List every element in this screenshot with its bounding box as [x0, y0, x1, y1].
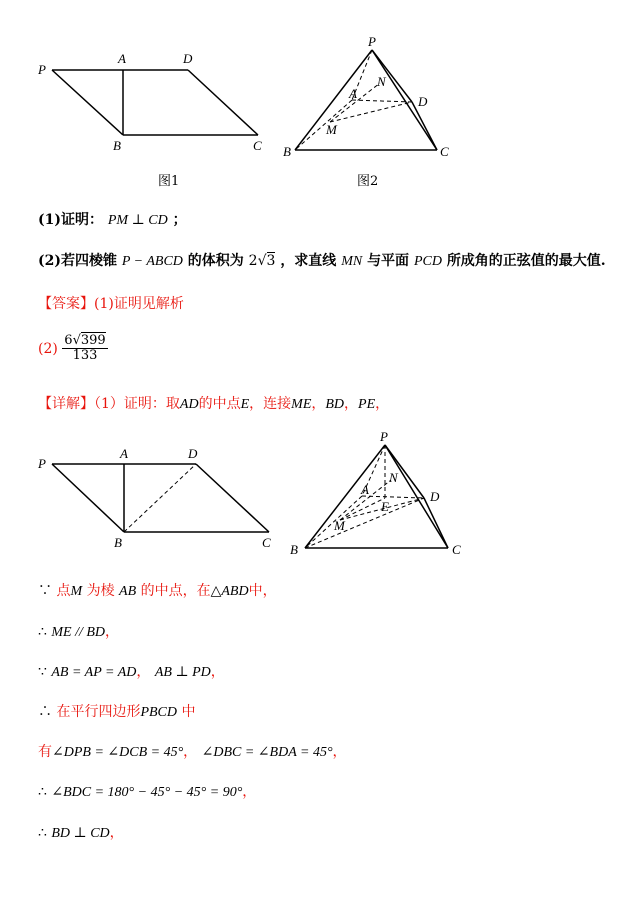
figure-3-dashed-BD — [124, 464, 196, 532]
question-part-2 — [38, 250, 606, 270]
step-4: ∴ 在平行四边形PBCD 中 — [38, 704, 196, 720]
fig2-label-C: C — [440, 144, 449, 159]
figure-1-lines — [52, 70, 258, 135]
fig4-label-N: N — [389, 470, 398, 485]
step-7: ∴ BD ⊥ CD， — [38, 825, 124, 841]
answer-fraction: $\frac{6√399}{133}$ — [64, 333, 106, 364]
q2-volume: 2√3 — [248, 253, 276, 269]
fig2-label-P: P — [368, 34, 376, 49]
fig2-label-N: N — [377, 74, 386, 89]
answer-part-2-prefix: (2) — [38, 340, 58, 357]
answer-title: 【答案】 — [38, 296, 94, 312]
fig3-label-C: C — [262, 535, 271, 550]
fig4-label-A: A — [361, 482, 369, 497]
figure-2-caption: 图2 — [357, 174, 379, 189]
fig1-label-C: C — [253, 138, 262, 153]
detail-intro: 【详解】（1）证明：取AD的中点E，连接ME，BD，PE， — [38, 396, 390, 412]
fig4-label-M: M — [334, 518, 345, 533]
figure-1-caption: 图1 — [158, 174, 180, 189]
step-3: ∵ AB = AP = AD， AB ⊥ PD， — [38, 664, 225, 680]
fig2-label-A: A — [349, 86, 357, 101]
fig4-label-E: E — [381, 499, 389, 514]
q1-expr: PM ⊥ CD — [107, 213, 168, 228]
fig3-label-P: P — [38, 456, 46, 471]
q2-line: MN — [341, 254, 363, 269]
step-2: ∴ ME // BD， — [38, 624, 120, 640]
fig1-label-A: A — [118, 51, 126, 66]
fig3-label-B: B — [114, 535, 122, 550]
detail-title: 【详解】 — [38, 396, 94, 412]
q2-mid3: 与平面 — [367, 253, 410, 269]
fig4-label-B: B — [290, 542, 298, 557]
step-6: ∴ ∠BDC = 180° − 45° − 45° = 90°， — [38, 784, 257, 800]
fig2-label-M: M — [326, 122, 337, 137]
question-part-1 — [38, 209, 187, 229]
fig4-label-D: D — [430, 489, 440, 504]
q2-mid2: ，求直线 — [280, 253, 337, 269]
q2-plane: PCD — [413, 254, 442, 269]
answer-line — [38, 293, 184, 313]
answer-part-1: (1)证明见解析 — [94, 296, 184, 312]
step-5: 有∠DPB = ∠DCB = 45°， ∠DBC = ∠BDA = 45°， — [38, 744, 347, 760]
fig1-label-B: B — [113, 138, 121, 153]
fig3-label-A: A — [120, 446, 128, 461]
q1-suffix: ； — [172, 212, 187, 228]
fig2-label-D: D — [418, 94, 428, 109]
fig1-label-P: P — [38, 62, 46, 77]
fig3-label-D: D — [188, 446, 198, 461]
fig1-label-D: D — [183, 51, 193, 66]
q1-prefix: (1)证明： — [38, 212, 103, 228]
q2-solid: P − ABCD — [121, 254, 183, 269]
q2-end: 所成角的正弦值的最大值. — [446, 253, 606, 269]
q2-prefix: (2)若四棱锥 — [38, 253, 117, 269]
q2-mid: 的体积为 — [187, 253, 244, 269]
answer-part-2 — [38, 334, 108, 364]
step-1: ∵ 点M 为棱 AB 的中点，在△ABD中， — [38, 583, 277, 599]
fig2-label-B: B — [283, 144, 291, 159]
fig4-label-P: P — [380, 429, 388, 444]
fig4-label-C: C — [452, 542, 461, 557]
